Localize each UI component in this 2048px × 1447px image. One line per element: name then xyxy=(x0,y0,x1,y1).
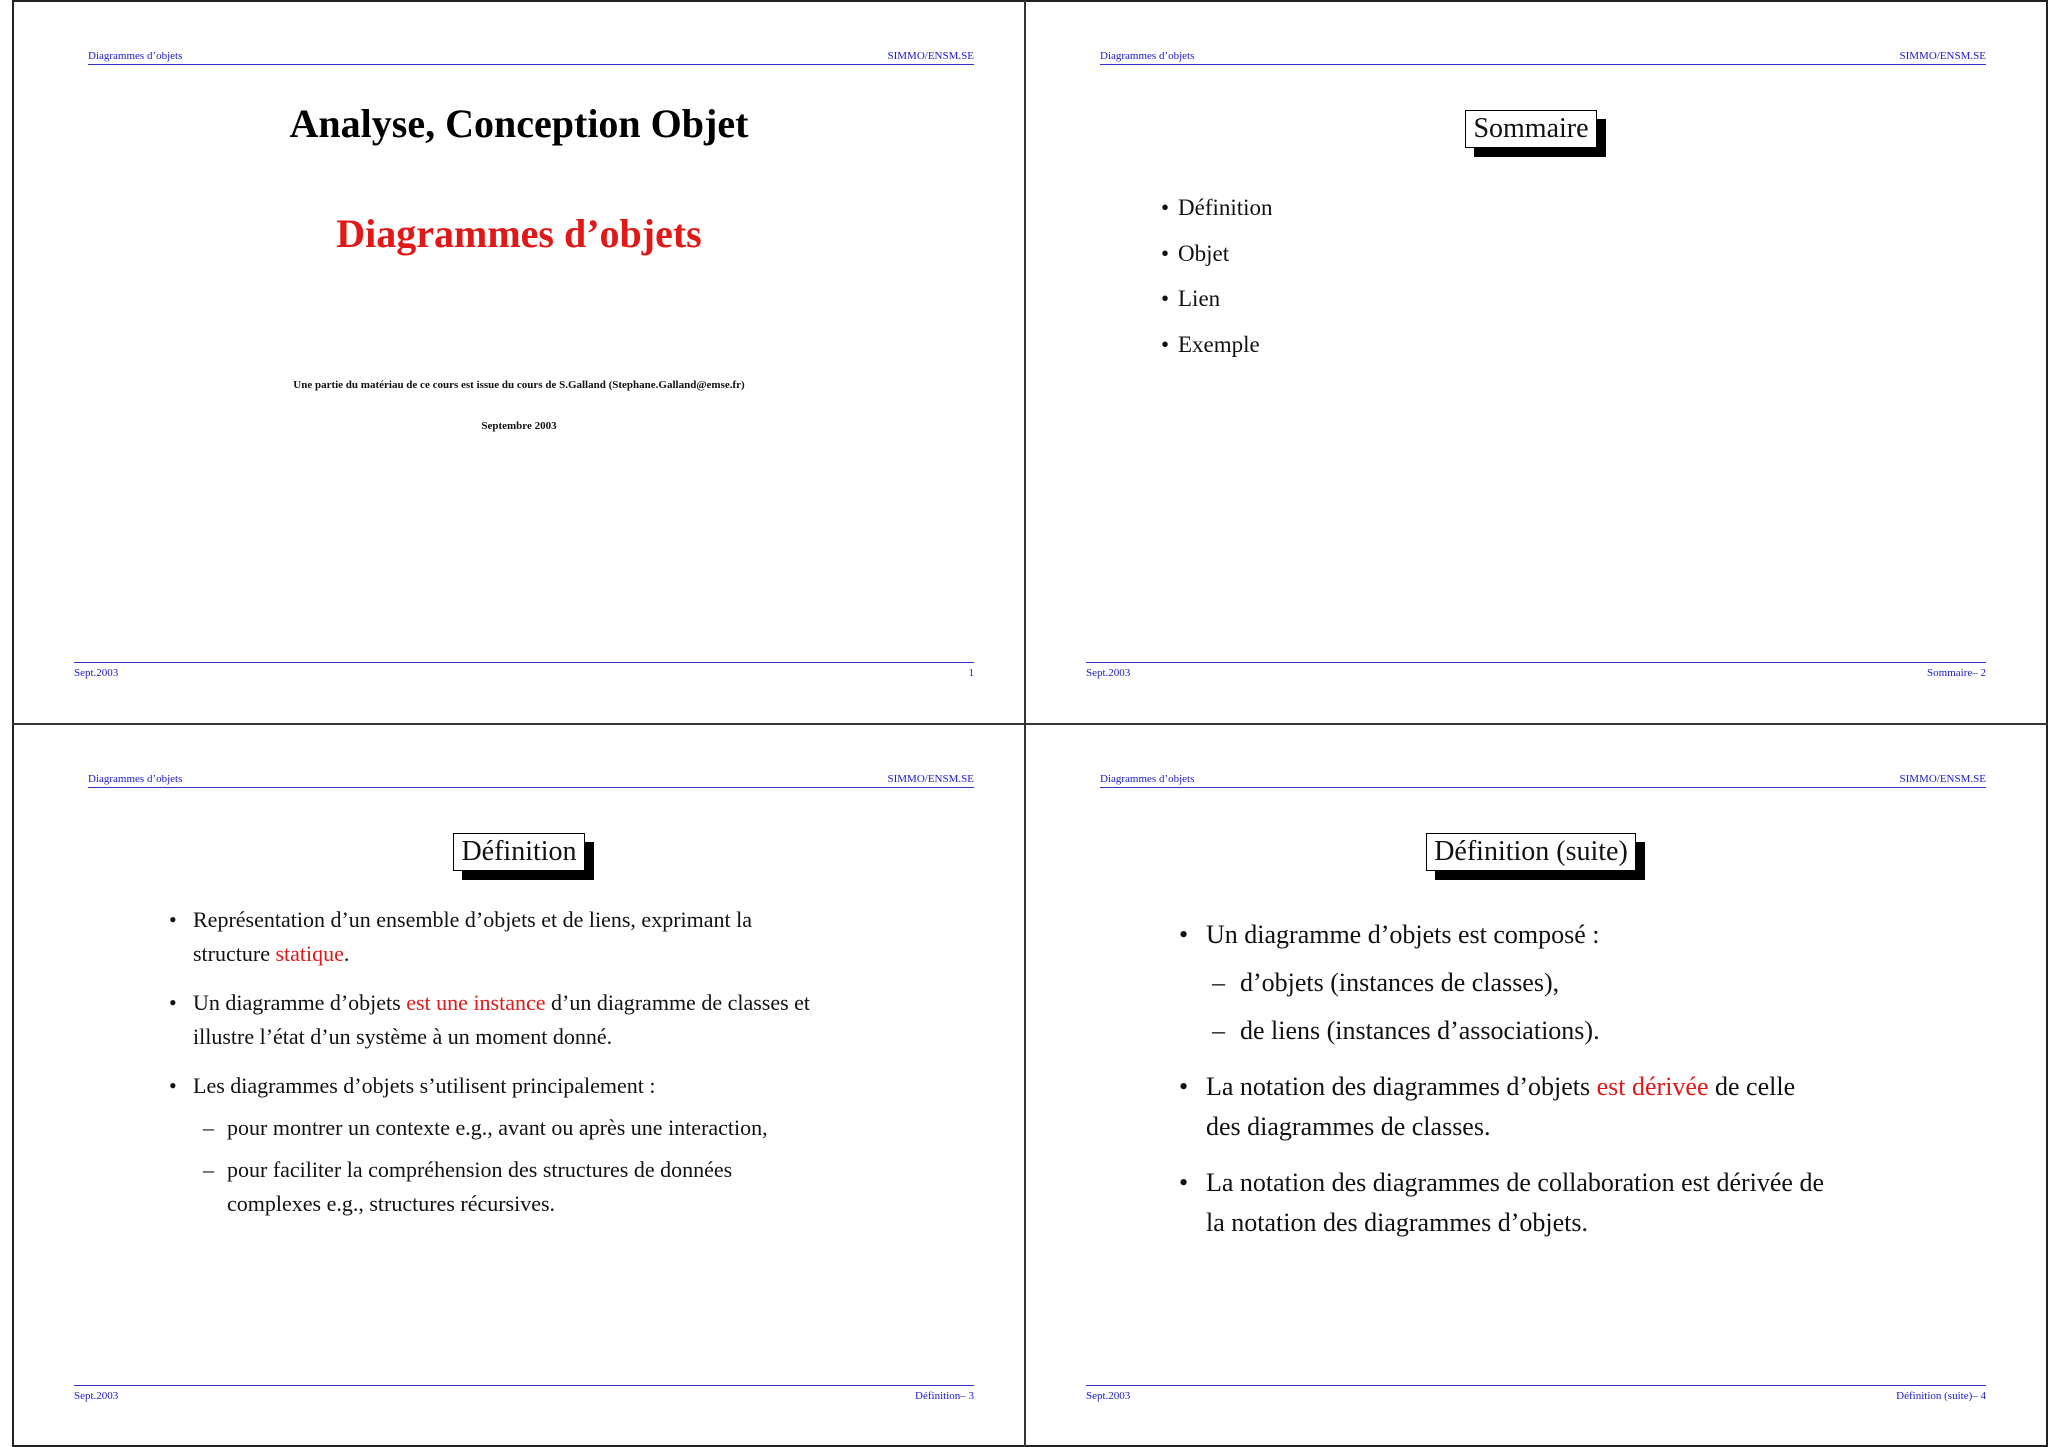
footer-right: 1 xyxy=(968,667,974,679)
toc-item: • Lien xyxy=(1161,286,1221,311)
slide-subtitle: Diagrammes d’objets xyxy=(336,211,702,256)
header-left: Diagrammes d’objets xyxy=(1100,773,1195,785)
section-title: Définition (suite) xyxy=(1426,833,1636,871)
footer-rule xyxy=(74,662,974,663)
slide-1 xyxy=(14,2,1024,722)
toc-item: • Définition xyxy=(1161,195,1273,220)
bullet-item: • Les diagrammes d’objets s’utilisent principalement : xyxy=(169,1073,656,1098)
footer-rule xyxy=(74,1385,974,1386)
header-right: SIMMO/ENSM.SE xyxy=(887,773,974,785)
section-title-wrap xyxy=(14,833,1024,871)
credit-line: Une partie du matériau de ce cours est issue du cours de S.Galland (Stephane.Galland@emse.fr) xyxy=(293,379,745,391)
date-line: Septembre 2003 xyxy=(481,420,557,432)
footer-left: Sept.2003 xyxy=(1086,667,1131,679)
footer-rule xyxy=(1086,662,1986,663)
footer-rule xyxy=(1086,1385,1986,1386)
footer-left: Sept.2003 xyxy=(74,1390,119,1402)
header-rule xyxy=(1100,64,1986,65)
sub-item: – d’objets (instances de classes), xyxy=(1212,968,1560,997)
header-left: Diagrammes d’objets xyxy=(88,773,183,785)
header-left: Diagrammes d’objets xyxy=(1100,50,1195,62)
slide-2 xyxy=(1026,2,2036,722)
bullet-item: • Un diagramme d’objets est une instance d’un diagramme de classes et illustre l’état d’un système à un moment donné. xyxy=(169,990,811,1049)
bullet-item: • Représentation d’un ensemble d’objets et de liens, exprimant la structure statique. xyxy=(169,907,753,966)
toc-list xyxy=(1161,185,1273,367)
slide-body xyxy=(169,903,993,1221)
header-right: SIMMO/ENSM.SE xyxy=(887,50,974,62)
header-rule xyxy=(88,64,974,65)
footer-left: Sept.2003 xyxy=(74,667,119,679)
header-rule xyxy=(1100,787,1986,788)
footer-right: Définition– 3 xyxy=(915,1390,974,1402)
slide-4 xyxy=(1026,725,2036,1445)
slide-title: Analyse, Conception Objet xyxy=(289,101,749,146)
sub-item: – pour faciliter la compréhension des structures de données complexes e.g., structures récursives. xyxy=(203,1157,733,1216)
header-right: SIMMO/ENSM.SE xyxy=(1899,773,1986,785)
toc-item: • Objet xyxy=(1161,240,1230,266)
footer-right: Sommaire– 2 xyxy=(1927,667,1986,679)
sub-item: – de liens (instances d’associations). xyxy=(1212,1016,1600,1045)
bullet-item: • La notation des diagrammes d’objets est dérivée de celle des diagrammes de classes. xyxy=(1179,1072,1796,1141)
header-rule xyxy=(88,787,974,788)
header-left: Diagrammes d’objets xyxy=(88,50,183,62)
toc-item: • Exemple xyxy=(1161,331,1260,357)
slide-body xyxy=(1179,915,2006,1243)
header-right: SIMMO/ENSM.SE xyxy=(1899,50,1986,62)
section-title: Sommaire xyxy=(1465,110,1596,148)
section-title: Définition xyxy=(453,833,584,871)
slide-3 xyxy=(14,725,1024,1445)
bullet-item: • La notation des diagrammes de collaboration est dérivée de la notation des diagrammes d’objets. xyxy=(1179,1168,1824,1237)
sub-item: – pour montrer un contexte e.g., avant ou après une interaction, xyxy=(203,1115,768,1140)
footer-left: Sept.2003 xyxy=(1086,1390,1131,1402)
footer-right: Définition (suite)– 4 xyxy=(1896,1390,1986,1402)
bullet-item: • Un diagramme d’objets est composé : xyxy=(1179,920,1600,949)
section-title-wrap xyxy=(1026,110,2036,148)
section-title-wrap xyxy=(1026,833,2036,871)
